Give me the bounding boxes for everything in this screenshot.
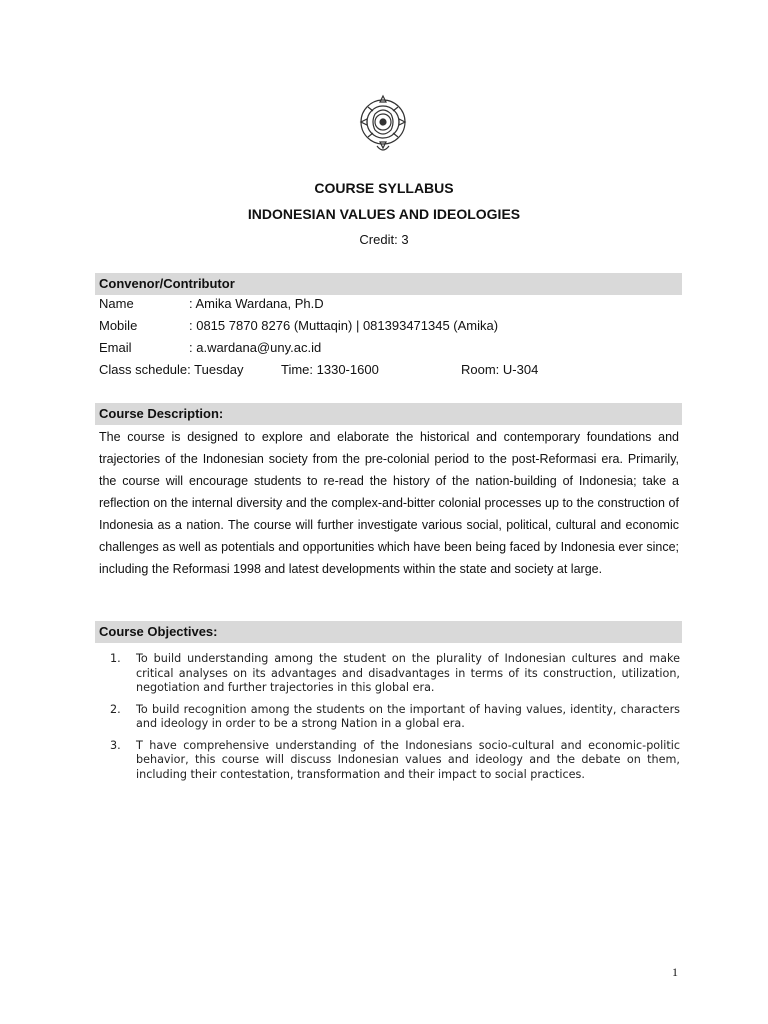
university-seal-logo <box>357 92 409 156</box>
objective-text: To build understanding among the student on the plurality of Indonesian cultures and make critical analyses on its advantages and disadvantages in terms of its construction, utilization, negotiation and further trajectories in this global era. <box>136 652 680 694</box>
mobile-value: : 0815 7870 8276 (Muttaqin) | 081393471345 (Amika) <box>189 318 499 333</box>
course-title: INDONESIAN VALUES AND IDEOLOGIES <box>247 206 521 222</box>
email-value: : a.wardana@uny.ac.id <box>189 340 322 355</box>
schedule-time: Time: 1330-1600 <box>281 362 379 377</box>
schedule-room: Room: U-304 <box>461 362 539 377</box>
objective-item <box>110 703 680 732</box>
mobile-label: Mobile <box>99 318 138 333</box>
objective-item <box>110 652 680 696</box>
name-label: Name <box>99 296 134 311</box>
email-label: Email <box>99 340 132 355</box>
course-credit: Credit: 3 <box>359 232 409 247</box>
objective-text: T have comprehensive understanding of the Indonesians socio-cultural and economic-politic behavior, this course will discuss Indonesian values and ideology and the debate on them, including their contestation, transformation and their impact to social practices. <box>136 738 680 781</box>
objective-item <box>110 739 680 783</box>
course-description-text: The course is designed to explore and elaborate the historical and contemporary foundations and trajectories of the Indonesian society from the pre-colonial period to the post-Reformasi era. Primarily, the course will encourage students to re-read the history of the nation-building of Indonesia; take a reflection on the internal diversity and the complex-and-bitter colonial processes up to the construction of Indonesia as a nation. The course will further investigate various social, political, cultural and economic challenges as well as potentials and opportunities which have been being faced by Indonesia ever since; including the Reformasi 1998 and latest developments within the state and society at large. <box>99 430 679 576</box>
page-number: 1 <box>672 965 678 979</box>
convenor-section-heading: Convenor/Contributor <box>95 273 682 295</box>
schedule-day: Class schedule: Tuesday <box>99 362 244 377</box>
objectives-list <box>110 652 680 789</box>
objective-number: 1. <box>110 652 121 665</box>
description-section-heading: Course Description: <box>95 403 682 425</box>
objectives-section-heading: Course Objectives: <box>95 621 682 643</box>
objective-text: To build recognition among the students on the important of having values, identity, characters and ideology in order to be a strong Nation in a global era. <box>136 702 680 730</box>
document-title: COURSE SYLLABUS <box>314 180 454 196</box>
name-value: : Amika Wardana, Ph.D <box>189 296 324 311</box>
objective-number: 3. <box>110 738 121 752</box>
objective-number: 2. <box>110 702 121 716</box>
